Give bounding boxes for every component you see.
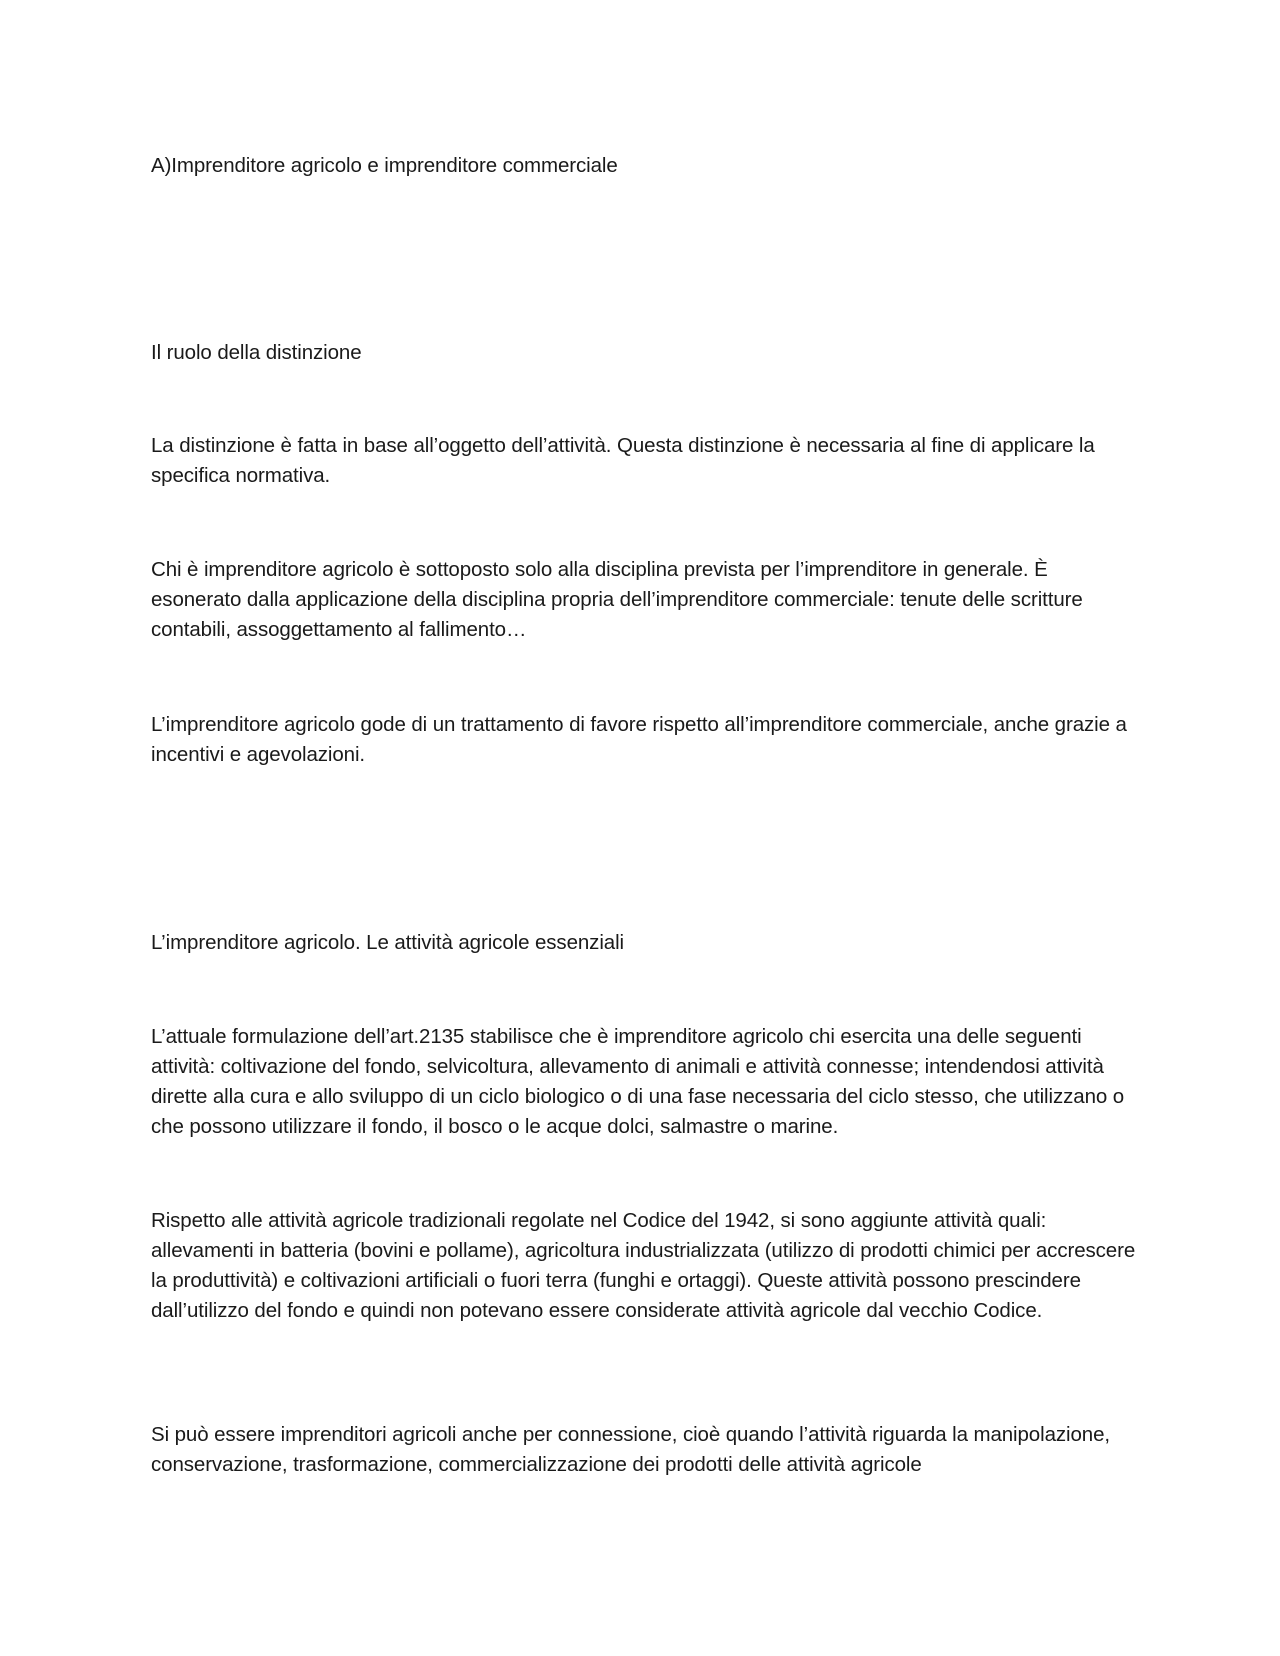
paragraph-attivita-aggiunte: Rispetto alle attività agricole tradizionali regolate nel Codice del 1942, si sono aggiunte attività quali: allevamenti in batteria (bovini e pollame), agricoltura industrializzata (utilizzo di prodotti chimici per accrescere la produttività) e coltivazioni artificiali o fuori terra (funghi e ortaggi). Queste attività possono prescindere dall’utilizzo del fondo e quindi non potevano essere considerate attività agricole dal vecchio Codice. xyxy=(151,1209,1136,1322)
section-heading-ruolo-distinzione: Il ruolo della distinzione xyxy=(151,341,362,364)
paragraph-trattamento-favore: L’imprenditore agricolo gode di un trattamento di favore rispetto all’imprenditore commerciale, anche grazie a incentivi e agevolazioni. xyxy=(151,713,1127,766)
section-heading-attivita-essenziali: L’imprenditore agricolo. Le attività agricole essenziali xyxy=(151,931,624,954)
paragraph-distinzione-oggetto: La distinzione è fatta in base all’oggetto dell’attività. Questa distinzione è necessaria al fine di applicare la specifica normativa. xyxy=(151,434,1095,487)
document-title: A)Imprenditore agricolo e imprenditore commerciale xyxy=(151,154,618,177)
paragraph-disciplina-imprenditore: Chi è imprenditore agricolo è sottoposto solo alla disciplina prevista per l’imprenditore in generale. È esonerato dalla applicazione della disciplina propria dell’imprenditore commerciale: tenute delle scritture contabili, assoggettamento al fallimento… xyxy=(151,558,1083,641)
paragraph-art-2135: L’attuale formulazione dell’art.2135 stabilisce che è imprenditore agricolo chi esercita una delle seguenti attività: coltivazione del fondo, selvicoltura, allevamento di animali e attività connesse; intendendosi attività dirette alla cura e allo sviluppo di un ciclo biologico o di una fase necessaria del ciclo stesso, che utilizzano o che possono utilizzare il fondo, il bosco o le acque dolci, salmastre o marine. xyxy=(151,1025,1125,1138)
paragraph-connessione: Si può essere imprenditori agricoli anche per connessione, cioè quando l’attività riguarda la manipolazione, conservazione, trasformazione, commercializzazione dei prodotti delle attività agricole xyxy=(151,1423,1110,1476)
